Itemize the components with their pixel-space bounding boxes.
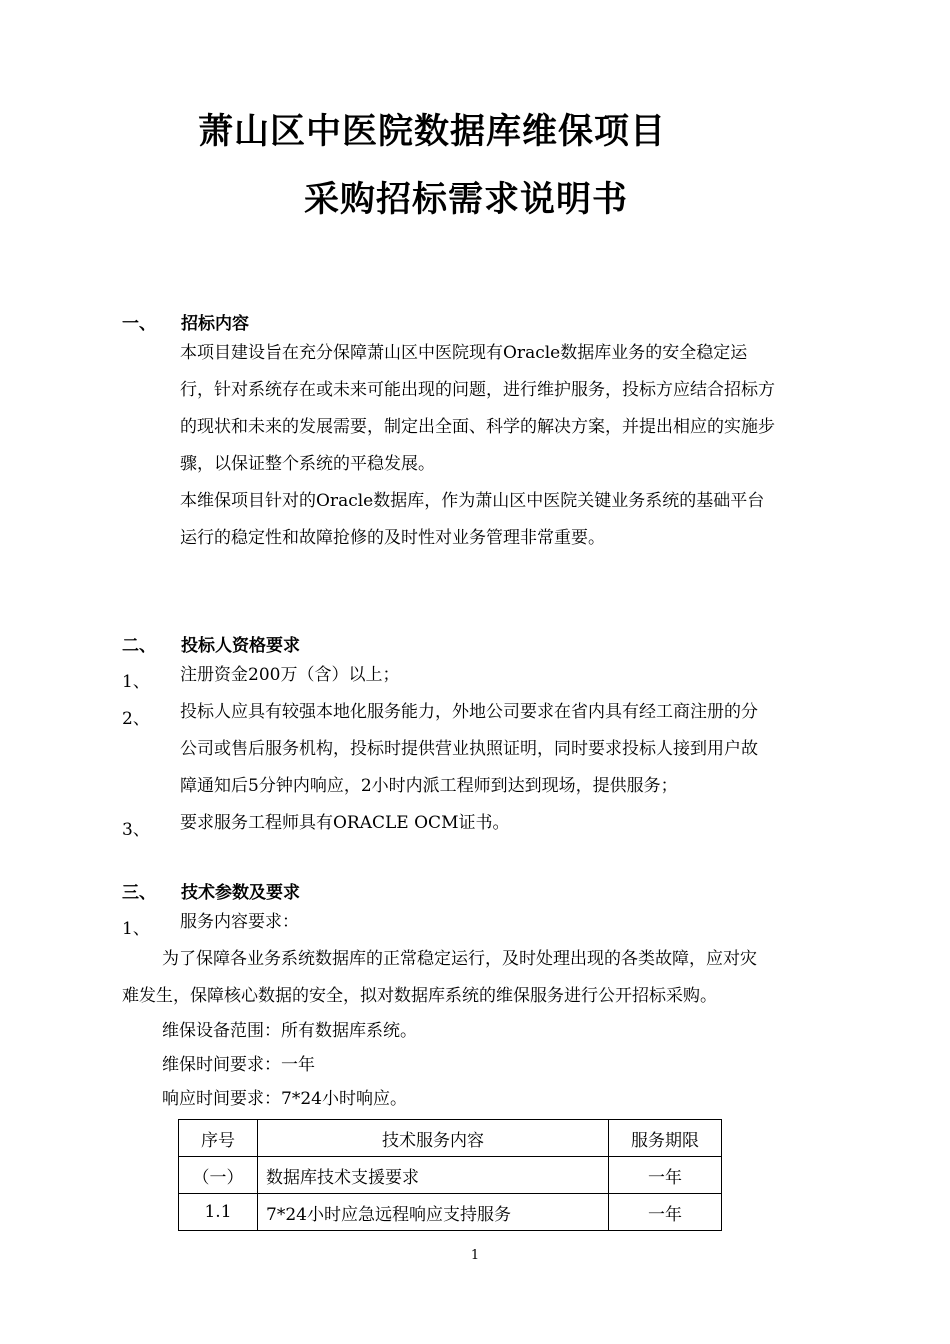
section2-item-line: 要求服务工程师具有ORACLE OCM证书。 xyxy=(180,813,510,833)
table-cell: 一年 xyxy=(609,1194,722,1231)
table-row xyxy=(179,1194,722,1231)
table-header-row xyxy=(179,1120,722,1157)
section3-item-number: 1、 xyxy=(122,919,150,939)
section2-item-line: 公司或售后服务机构，投标时提供营业执照证明，同时要求投标人接到用户故 xyxy=(180,739,758,759)
section1-para1-line: 行，针对系统存在或未来可能出现的问题，进行维护服务，投标方应结合招标方 xyxy=(180,380,775,400)
section1-para1-line: 骤，以保证整个系统的平稳发展。 xyxy=(180,454,435,474)
section2-item-line: 障通知后5分钟内响应，2小时内派工程师到达到现场，提供服务； xyxy=(180,776,678,796)
table-cell: 7*24小时应急远程响应支持服务 xyxy=(258,1194,609,1231)
section3-period: 维保时间要求：一年 xyxy=(162,1055,315,1075)
section1-heading: 招标内容 xyxy=(181,314,249,334)
document-title-line2: 采购招标需求说明书 xyxy=(304,180,629,220)
section2-item-number: 3、 xyxy=(122,820,150,840)
section1-para1-line: 的现状和未来的发展需要，制定出全面、科学的解决方案，并提出相应的实施步 xyxy=(180,417,775,437)
section1-para2-line: 运行的稳定性和故障抢修的及时性对业务管理非常重要。 xyxy=(180,528,605,548)
section2-item-line: 投标人应具有较强本地化服务能力，外地公司要求在省内具有经工商注册的分 xyxy=(180,702,758,722)
section1-number: 一、 xyxy=(122,314,156,334)
table-row xyxy=(179,1157,722,1194)
table-header-cell: 序号 xyxy=(179,1120,258,1157)
section3-scope: 维保设备范围：所有数据库系统。 xyxy=(162,1021,417,1041)
section3-response: 响应时间要求：7*24小时响应。 xyxy=(162,1089,407,1109)
table-header-cell: 技术服务内容 xyxy=(258,1120,609,1157)
section2-item-number: 2、 xyxy=(122,709,150,729)
page-number: 1 xyxy=(470,1248,480,1263)
table-cell: 数据库技术支援要求 xyxy=(258,1157,609,1194)
section2-number: 二、 xyxy=(122,636,156,656)
section3-item-label: 服务内容要求： xyxy=(180,912,299,932)
section3-heading: 技术参数及要求 xyxy=(181,883,300,903)
table-cell: 一年 xyxy=(609,1157,722,1194)
section3-intro-line: 为了保障各业务系统数据库的正常稳定运行，及时处理出现的各类故障，应对灾 xyxy=(162,949,757,969)
section3-intro-line: 难发生，保障核心数据的安全，拟对数据库系统的维保服务进行公开招标采购。 xyxy=(122,986,717,1006)
section2-heading: 投标人资格要求 xyxy=(181,636,300,656)
section3-number: 三、 xyxy=(122,883,156,903)
service-table xyxy=(178,1119,722,1231)
table-header-cell: 服务期限 xyxy=(609,1120,722,1157)
table-cell: （一） xyxy=(179,1157,258,1194)
section1-para2-line: 本维保项目针对的Oracle数据库，作为萧山区中医院关键业务系统的基础平台 xyxy=(180,491,765,511)
document-title-line1: 萧山区中医院数据库维保项目 xyxy=(198,112,667,152)
section2-item-number: 1、 xyxy=(122,672,150,692)
table-cell: 1.1 xyxy=(179,1194,258,1231)
section2-item-line: 注册资金200万（含）以上； xyxy=(180,665,400,685)
section1-para1-line: 本项目建设旨在充分保障萧山区中医院现有Oracle数据库业务的安全稳定运 xyxy=(180,343,748,363)
